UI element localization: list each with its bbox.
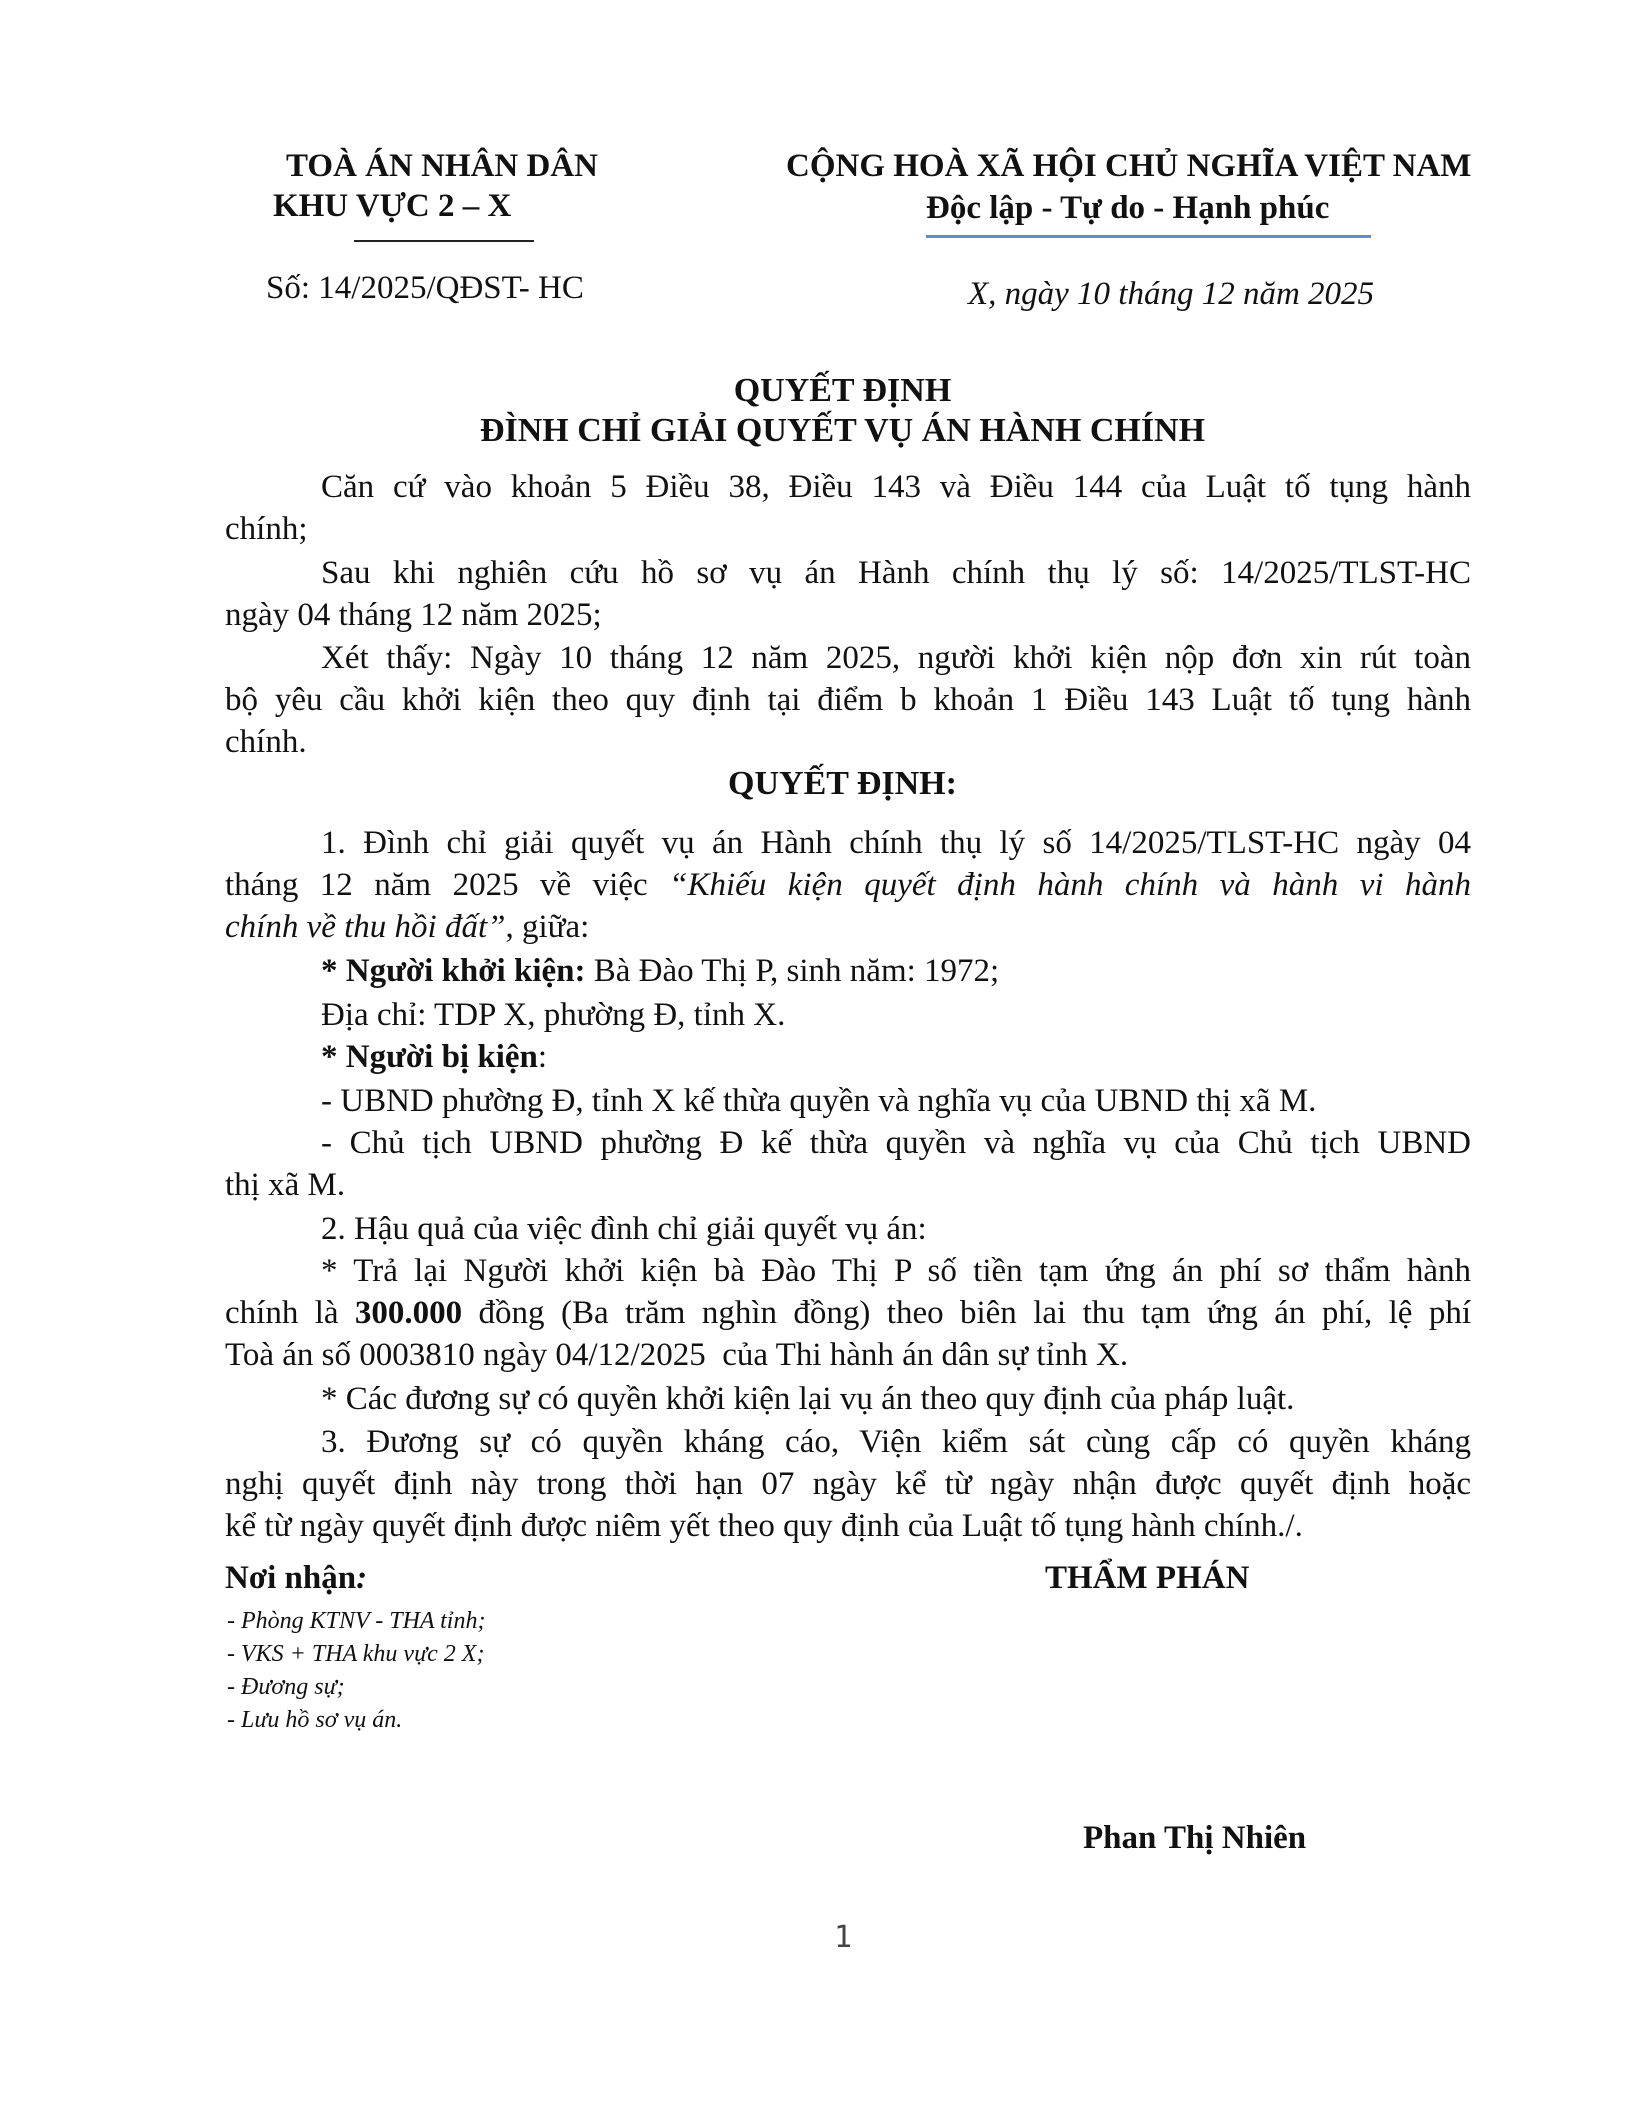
court-name-line1: TOÀ ÁN NHÂN DÂN <box>286 148 598 184</box>
section2-heading: 2. Hậu quả của việc đình chỉ giải quyết vụ án: <box>321 1211 927 1247</box>
section1-line1: 1. Đình chỉ giải quyết vụ án Hành chính thụ lý số 14/2025/TLST-HC ngày 04 <box>321 825 1471 861</box>
recipient-item: - Phòng KTNV - THA tỉnh; <box>227 1608 486 1634</box>
preamble-p2-line1: Sau khi nghiên cứu hồ sơ vụ án Hành chính thụ lý số: 14/2025/TLST-HC <box>321 555 1471 591</box>
section2a-line2-end: đồng (Ba trăm nghìn đồng) theo biên lai thu tạm ứng án phí, lệ phí <box>462 1295 1471 1331</box>
preamble-p1-line2: chính; <box>225 511 308 547</box>
preamble-p3-line2: bộ yêu cầu khởi kiện theo quy định tại điểm b khoản 1 Điều 143 Luật tố tụng hành <box>225 682 1471 718</box>
section1-line2 <box>225 864 1471 906</box>
plaintiff-value: Bà Đào Thị P, sinh năm: 1972; <box>585 953 1000 989</box>
preamble-p1-line1: Căn cứ vào khoản 5 Điều 38, Điều 143 và Điều 144 của Luật tố tụng hành <box>321 469 1471 505</box>
motto-underline <box>926 235 1371 238</box>
case-subject-part2: chính về thu hồi đất” <box>225 909 506 945</box>
section3-line1: 3. Đương sự có quyền kháng cáo, Viện kiểm sát cùng cấp có quyền kháng <box>321 1424 1471 1460</box>
section2a-line2 <box>225 1292 1471 1334</box>
plaintiff-label: * Người khởi kiện: <box>321 953 586 989</box>
recipients-label: Nơi nhận <box>225 1560 357 1596</box>
nation-motto: Độc lập - Tự do - Hạnh phúc <box>926 190 1330 226</box>
document-number: Số: 14/2025/QĐST- HC <box>266 270 584 306</box>
section2a-line1: * Trả lại Người khởi kiện bà Đào Thị P số tiền tạm ứng án phí sơ thẩm hành <box>321 1253 1471 1289</box>
document-date: X, ngày 10 tháng 12 năm 2025 <box>968 276 1375 312</box>
document-title: QUYẾT ĐỊNH <box>733 372 952 409</box>
defendant-colon: : <box>537 1039 548 1075</box>
preamble-p3-line1: Xét thấy: Ngày 10 tháng 12 năm 2025, người khởi kiện nộp đơn xin rút toàn <box>321 640 1471 676</box>
section1-line2-text: tháng 12 năm 2025 về việc <box>225 867 670 903</box>
preamble-p2-line2: ngày 04 tháng 12 năm 2025; <box>225 597 602 633</box>
recipient-item: - Lưu hồ sơ vụ án. <box>227 1707 403 1733</box>
fee-amount: 300.000 <box>354 1295 463 1331</box>
defendant-line <box>225 1036 1471 1078</box>
decision-heading: QUYẾT ĐỊNH: <box>728 765 957 802</box>
signer-title: THẨM PHÁN <box>1045 1560 1250 1596</box>
defendant-2-line1: - Chủ tịch UBND phường Đ kế thừa quyền và nghĩa vụ của Chủ tịch UBND <box>321 1125 1471 1161</box>
recipient-item: - Đương sự; <box>227 1674 345 1700</box>
court-name-line2: KHU VỰC 2 – X <box>273 188 512 224</box>
section2a-line3: Toà án số 0003810 ngày 04/12/2025 của Thi hành án dân sự tỉnh X. <box>225 1337 1129 1373</box>
document-subtitle: ĐÌNH CHỈ GIẢI QUYẾT VỤ ÁN HÀNH CHÍNH <box>479 412 1206 449</box>
page-number: 1 <box>834 1920 853 1955</box>
defendant-label: * Người bị kiện <box>321 1039 538 1075</box>
court-divider <box>354 240 534 242</box>
plaintiff-address: Địa chỉ: TDP X, phường Đ, tỉnh X. <box>321 997 786 1033</box>
plaintiff-line <box>225 950 1471 992</box>
signer-name: Phan Thị Nhiên <box>1083 1820 1307 1856</box>
defendant-2-line2: thị xã M. <box>225 1167 346 1203</box>
recipient-item: - VKS + THA khu vực 2 X; <box>227 1641 485 1667</box>
case-subject-part1: “Khiếu kiện quyết định hành chính và hành vi hành <box>669 867 1471 903</box>
defendant-1: - UBND phường Đ, tỉnh X kế thừa quyền và nghĩa vụ của UBND thị xã M. <box>321 1083 1317 1119</box>
section3-line3: kể từ ngày quyết định được niêm yết theo quy định của Luật tố tụng hành chính./. <box>225 1508 1303 1544</box>
section2a-line2-start: chính là <box>225 1295 355 1331</box>
section1-line3-text: , giữa: <box>505 909 590 945</box>
nation-name: CỘNG HOÀ XÃ HỘI CHỦ NGHĨA VIỆT NAM <box>786 148 1472 184</box>
preamble-p3-line3: chính. <box>225 724 307 760</box>
recipients-heading <box>225 1560 367 1597</box>
section1-line3 <box>225 906 1471 948</box>
recipients-colon: : <box>356 1560 368 1596</box>
section3-line2: nghị quyết định này trong thời hạn 07 ngày kể từ ngày nhận được quyết định hoặc <box>225 1466 1471 1502</box>
section2b: * Các đương sự có quyền khởi kiện lại vụ án theo quy định của pháp luật. <box>321 1381 1295 1417</box>
